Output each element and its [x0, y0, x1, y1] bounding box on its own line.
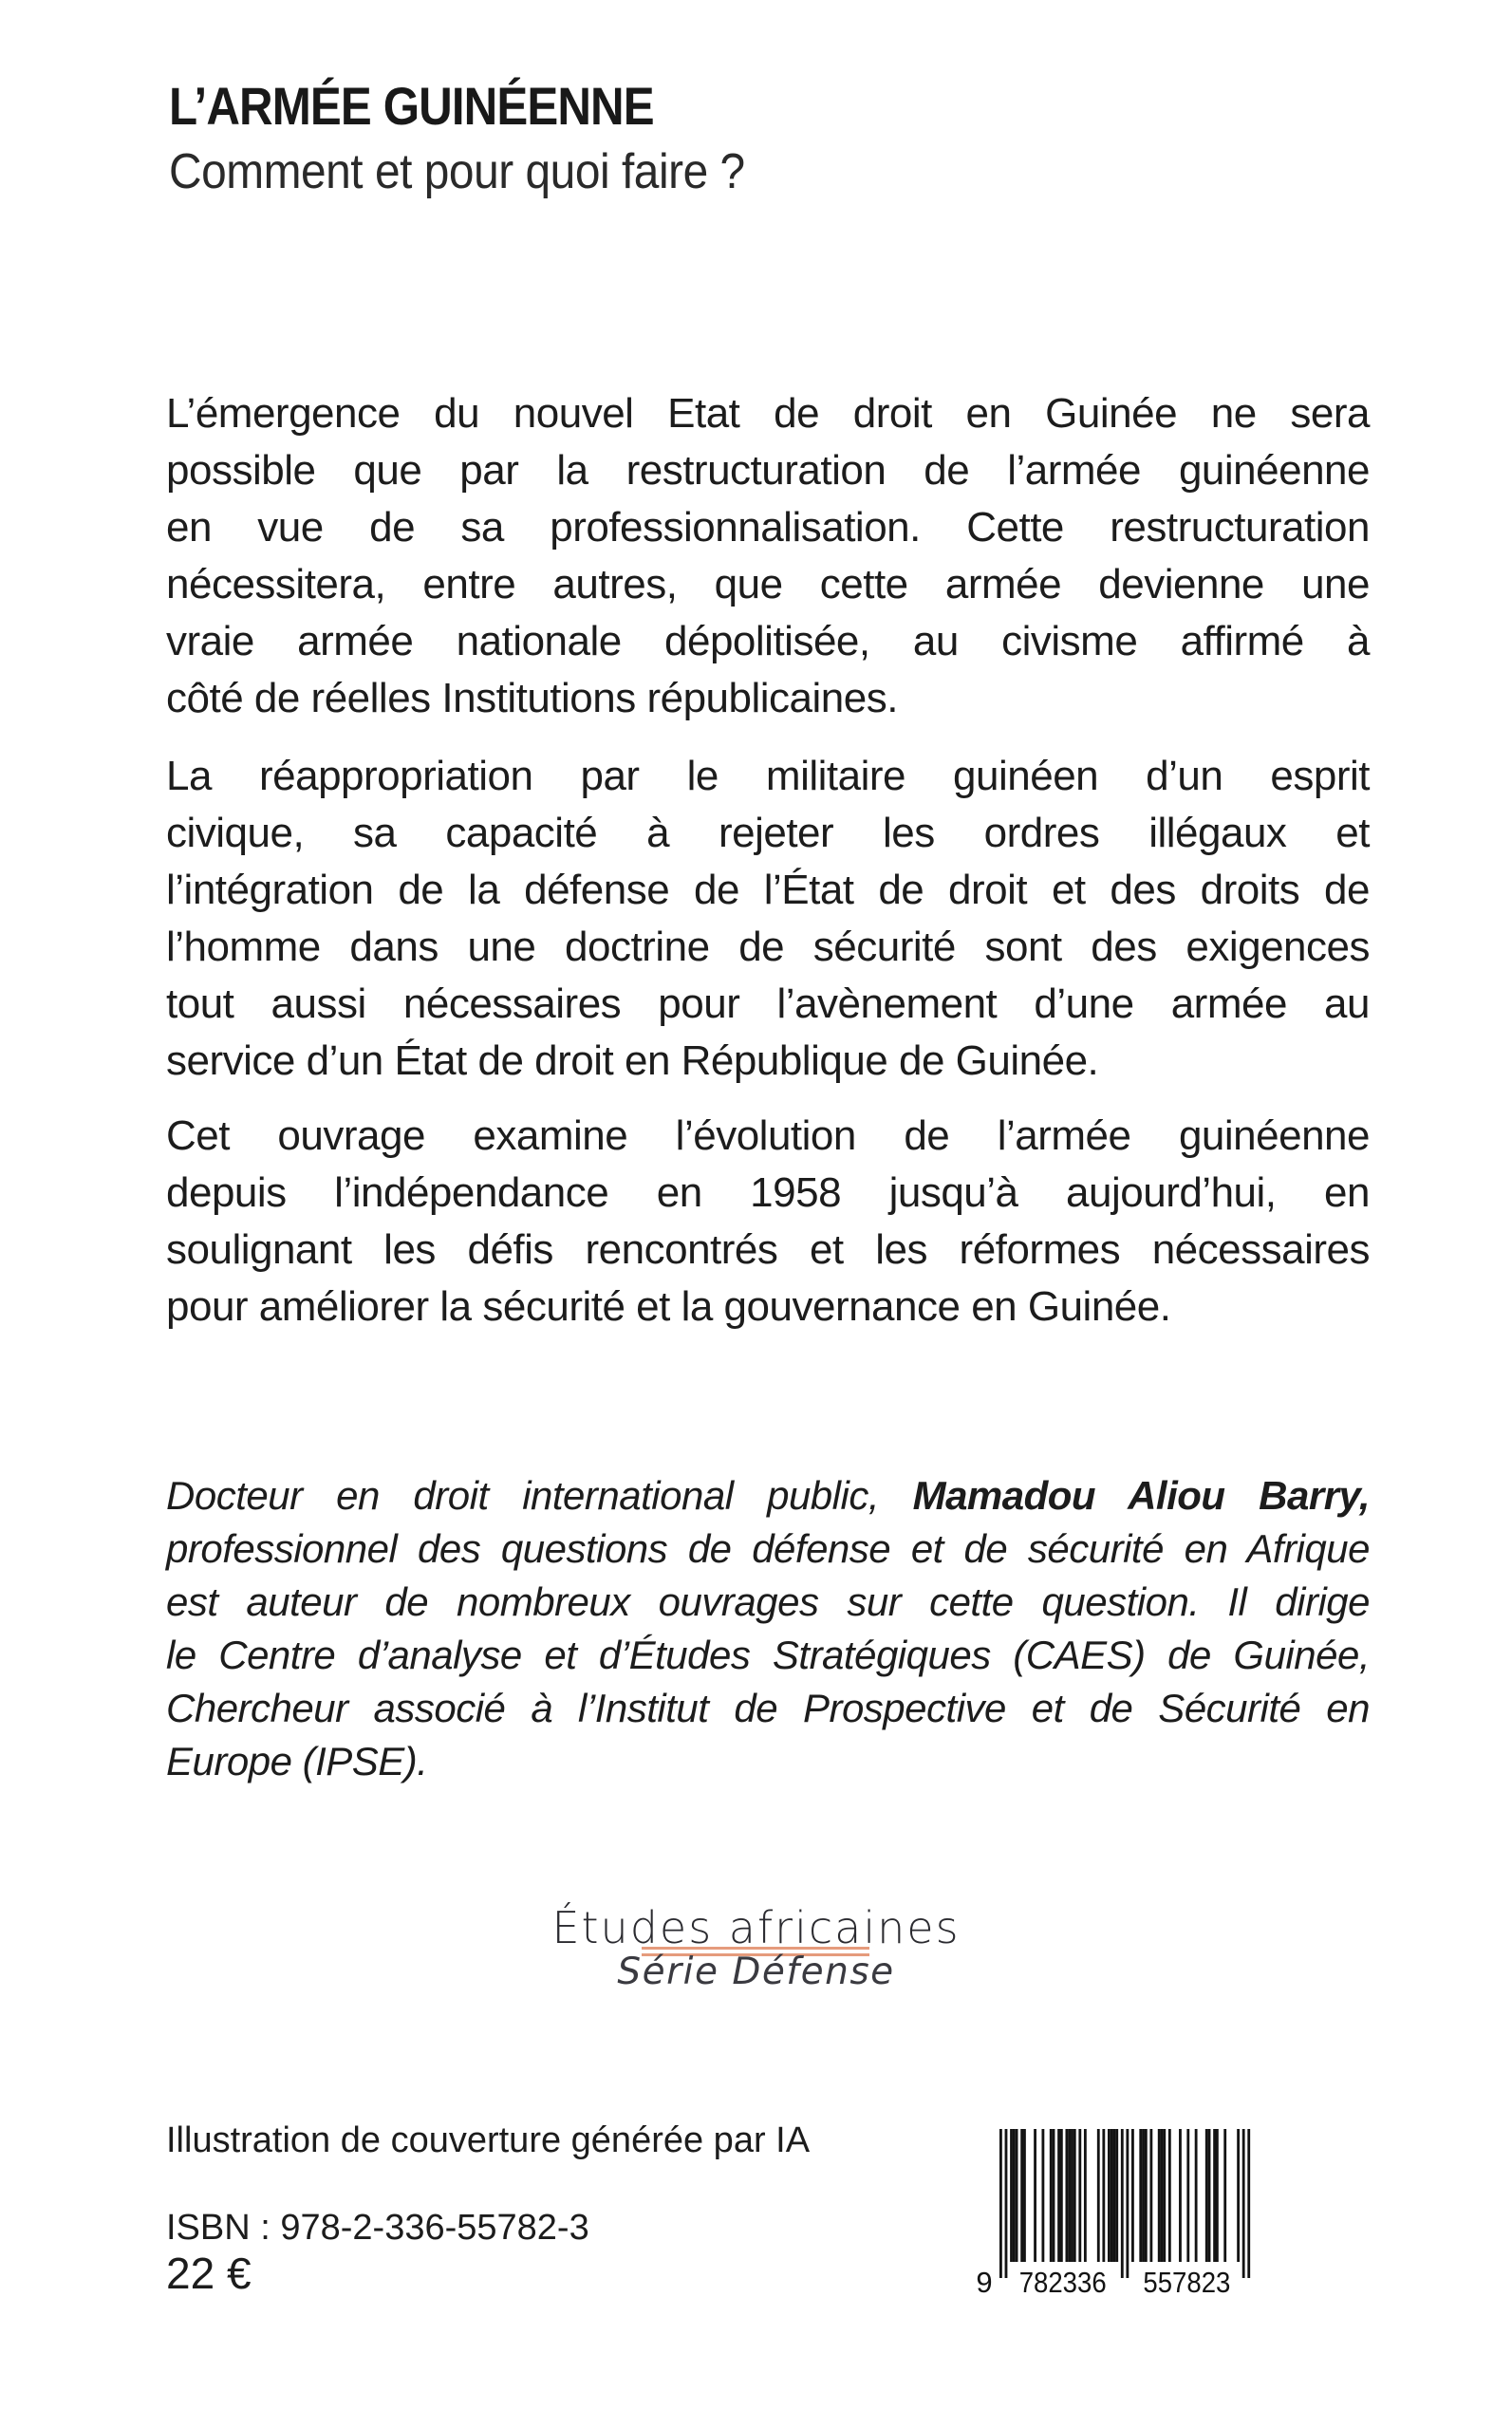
cover-illustration-note: Illustration de couverture générée par IA	[166, 2120, 811, 2160]
barcode-bar	[1078, 2129, 1081, 2262]
barcode-bar	[1034, 2129, 1036, 2262]
barcode-bar	[1060, 2129, 1063, 2262]
barcode-bar	[1161, 2129, 1164, 2262]
barcode-bar	[1005, 2129, 1008, 2278]
barcode-bar	[1108, 2129, 1111, 2262]
barcode-bar	[1208, 2129, 1211, 2262]
barcode-bar	[1020, 2129, 1023, 2262]
text-line: vraie armée nationale dépolitisée, au civisme affirmé à	[166, 618, 1370, 664]
collection-name: Études africaines	[551, 1902, 961, 1953]
text-line: Chercheur associé à l’Institut de Prospective et de Sécurité en	[166, 1686, 1370, 1730]
barcode-bar	[1016, 2129, 1018, 2262]
barcode-bar	[1113, 2129, 1116, 2262]
barcode-bar	[1242, 2129, 1245, 2278]
text-line: l’intégration de la défense de l’État de droit et des droits de	[166, 867, 1370, 913]
barcode-bar	[1145, 2129, 1148, 2262]
barcode-bar	[1084, 2129, 1087, 2262]
text-line	[166, 1469, 1370, 1522]
barcode-bar	[1205, 2129, 1208, 2262]
barcode-bar	[1023, 2129, 1026, 2262]
text-line: possible que par la restructuration de l’armée guinéenne	[166, 447, 1370, 494]
text-line: pour améliorer la sécurité et la gouvernance en Guinée.	[166, 1283, 1171, 1330]
text-line: La réappropriation par le militaire guinéen d’un esprit	[166, 753, 1370, 799]
barcode-bar	[1149, 2129, 1152, 2262]
barcode-bar	[1168, 2129, 1171, 2262]
barcode-bar	[1186, 2129, 1189, 2262]
book-subtitle: Comment et pour quoi faire ?	[169, 144, 745, 199]
barcode-bar	[1041, 2129, 1044, 2262]
text-line: professionnel des questions de défense et de sécurité en Afrique	[166, 1526, 1370, 1571]
barcode-bar	[1115, 2129, 1118, 2262]
barcode-digits: 557823	[1143, 2266, 1231, 2299]
barcode-bar	[1158, 2129, 1161, 2262]
text-line: depuis l’indépendance en 1958 jusqu’à aujourd’hui, en	[166, 1169, 1370, 1216]
barcode-bar	[1126, 2129, 1129, 2278]
barcode-bar	[1050, 2129, 1053, 2262]
barcode-bar	[1053, 2129, 1055, 2262]
barcode-bar	[1010, 2129, 1013, 2262]
text-line: l’homme dans une doctrine de sécurité sont des exigences	[166, 924, 1370, 970]
barcode-bar	[1247, 2129, 1250, 2278]
barcode-bar	[1237, 2129, 1240, 2262]
barcode-bar	[1142, 2129, 1145, 2262]
isbn-text: ISBN : 978-2-336-55782-3	[166, 2208, 589, 2248]
barcode-digits: 9	[976, 2266, 993, 2299]
barcode-bar	[1163, 2129, 1166, 2262]
barcode-bar	[1179, 2129, 1182, 2262]
synopsis-paragraph-3	[166, 1108, 1370, 1335]
barcode-bar	[1066, 2129, 1069, 2262]
text-line: civique, sa capacité à rejeter les ordres illégaux et	[166, 810, 1370, 856]
barcode-bar	[999, 2129, 1002, 2278]
author-bio	[166, 1469, 1370, 1788]
ean13-barcode	[968, 2129, 1253, 2305]
barcode-bar	[1102, 2129, 1105, 2262]
book-title: L’ARMÉE GUINÉENNE	[169, 76, 654, 136]
barcode-bar	[1111, 2129, 1113, 2262]
barcode-bar	[1013, 2129, 1016, 2262]
text-line: L’émergence du nouvel Etat de droit en Guinée ne sera	[166, 390, 1370, 437]
text-line: en vue de sa professionnalisation. Cette restructuration	[166, 504, 1370, 551]
text-line: nécessitera, entre autres, que cette armée devienne une	[166, 561, 1370, 607]
barcode-bar	[1073, 2129, 1076, 2262]
barcode-bar	[1216, 2129, 1219, 2262]
barcode-bar	[1068, 2129, 1071, 2262]
text-line: côté de réelles Institutions républicaines.	[166, 675, 898, 721]
barcode-bar	[1057, 2129, 1060, 2262]
barcode-digits: 782336	[1018, 2266, 1107, 2299]
synopsis-paragraph-2	[166, 748, 1370, 1090]
barcode-bar	[1223, 2129, 1226, 2262]
author-name: Mamadou Aliou Barry,	[912, 1473, 1371, 1518]
barcode-bar	[1071, 2129, 1073, 2262]
synopsis-paragraph-1	[166, 385, 1370, 727]
text-line: Cet ouvrage examine l’évolution de l’armée guinéenne	[166, 1112, 1370, 1159]
barcode-bar	[1195, 2129, 1198, 2262]
barcode-bar	[1131, 2129, 1134, 2262]
price-text: 22 €	[166, 2249, 252, 2298]
text-line: soulignant les défis rencontrés et les réformes nécessaires	[166, 1226, 1370, 1273]
collection-series: Série Défense	[617, 1951, 895, 1993]
bio-text: Docteur en droit international public,	[166, 1473, 913, 1518]
text-line: service d’un État de droit en République de Guinée.	[166, 1037, 1099, 1084]
barcode-bar	[1139, 2129, 1142, 2262]
text-line: est auteur de nombreux ouvrages sur cette question. Il dirige	[166, 1579, 1370, 1624]
barcode-bar	[1121, 2129, 1124, 2278]
barcode-bar	[1097, 2129, 1100, 2262]
text-line: le Centre d’analyse et d’Études Stratégiques (CAES) de Guinée,	[166, 1633, 1370, 1677]
text-line: tout aussi nécessaires pour l’avènement d’une armée au	[166, 980, 1370, 1027]
barcode-bar	[1213, 2129, 1216, 2262]
text-line: Europe (IPSE).	[166, 1739, 428, 1783]
